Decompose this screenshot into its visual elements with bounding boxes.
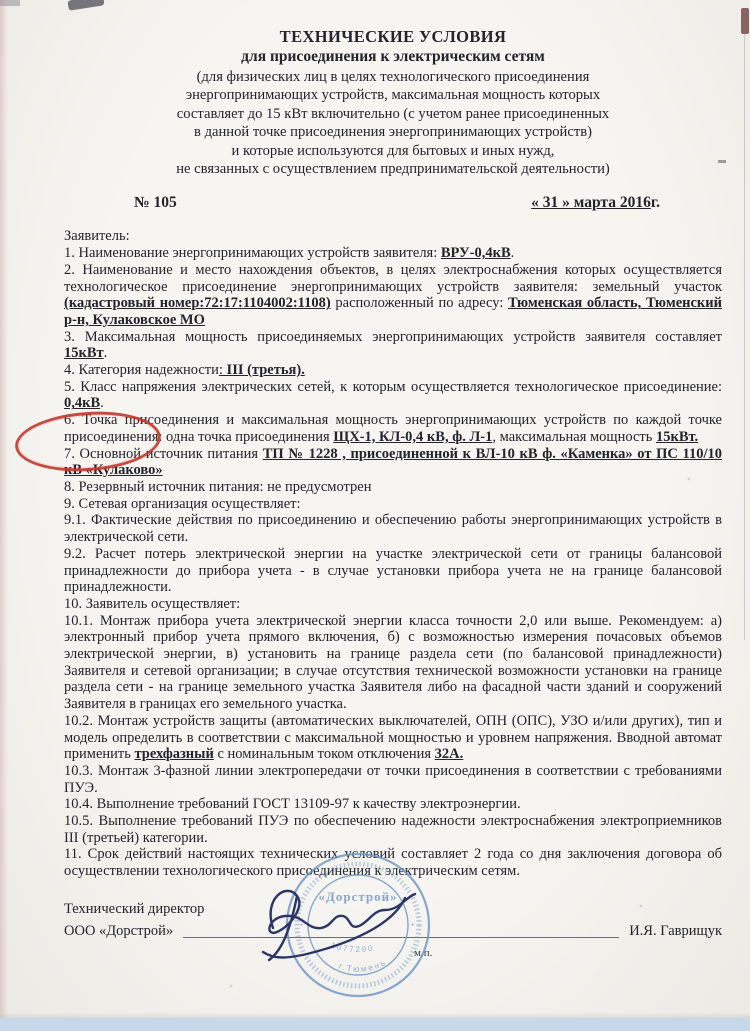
document-date-suffix: г. — [650, 194, 660, 212]
subtitle-line: составляет до 15 кВт включительно (с учетом ранее присоединенных — [176, 105, 610, 122]
item-10-2: 10.2. Монтаж устройств защиты (автоматических выключателей, ОПН (ОПС), УЗО и/или других), тип и модель определить в соответствии с максимальной мощностью и уровнем напряжения. Вводной автомат применить трехфазный с номинальным током отключения 32А. — [64, 712, 722, 763]
item-10-5: 10.5. Выполнение требований ПУЭ по обеспечению надежности электроснабжения электроприемников III (третьей) категории. — [64, 813, 722, 846]
document-subtitle-main: для присоединения к электрическим сетям — [241, 48, 545, 65]
signatory-name: И.Я. Гаврищук — [629, 922, 722, 939]
item-9: 9. Сетевая организация осуществляет: — [64, 495, 301, 512]
document-date-value: « 31 » марта 2016 — [531, 194, 651, 212]
signatory-company: ООО «Дорстрой» — [64, 922, 174, 939]
scan-edge-right-line — [744, 30, 745, 640]
item-10: 10. Заявитель осуществляет: — [64, 595, 241, 612]
stamp-ogrn-number: 1077290 — [329, 940, 376, 955]
number-date-row — [64, 194, 722, 212]
item-11: 11. Срок действий настоящих технических условий составляет 2 года со дня заключения договора об осуществлении технологического присоединения к электрическим сетям. — [64, 846, 722, 880]
document-header — [64, 26, 722, 178]
document-title: ТЕХНИЧЕСКИЕ УСЛОВИЯ — [279, 27, 507, 46]
scan-edge-bottom — [0, 1018, 750, 1031]
document-body — [64, 228, 722, 879]
item-8: 8. Резервный источник питания: не предусмотрен — [64, 478, 372, 495]
scan-artifact-top-corner — [0, 0, 20, 6]
item-1: 1. Наименование энергопринимающих устройств заявителя: ВРУ-0,4кВ. — [64, 245, 515, 262]
item-10-3: 10.3. Монтаж 3-фазной линии электропередачи от точки присоединения в соответствии с требованиями ПУЭ. — [64, 762, 722, 796]
stamp-company-name: «Дорстрой» — [318, 889, 398, 904]
signatory-role: Технический директор — [64, 900, 205, 917]
applicant-label: Заявитель: — [64, 228, 130, 245]
item-6: 6. Точка присоединения и максимальная мощность энергопринимающих устройств по каждой точке присоединения: одна точка присоединения ЩХ-1, КЛ-0,4 кВ, ф. Л-1, максимальная мощность 15кВт. — [64, 412, 722, 445]
document-number: № 105 — [134, 194, 177, 212]
scan-edge-left — [0, 0, 8, 1031]
subtitle-line: не связанных с осуществлением предпринимательской деятельности) — [176, 161, 610, 178]
handwritten-signature — [245, 868, 435, 968]
item-4: 4. Категория надежности: III (третья). — [64, 362, 305, 379]
item-9-1: 9.1. Фактические действия по присоединению и обеспечению работы энергопринимающих устройств в электрической сети. — [64, 512, 722, 546]
document-subtitle-note — [64, 68, 722, 178]
document-date — [531, 194, 660, 212]
stamp-star-right: * — [411, 922, 415, 931]
item-9-2: 9.2. Расчет потерь электрической энергии на участке электрической сети от границы балансовой принадлежности до прибора учета - в случае установки прибора учета не на границе балансовой принадлежности. — [64, 545, 722, 596]
item-10-1: 10.1. Монтаж прибора учета электрической энергии класса точности 2,0 или выше. Рекомендуем: а) электронный прибор учета прямого включения, б) с возможностью измерения почасовых объемов электрической энергии, в) установить на границе раздела сети (по балансовой принадлежности) Заявителя и сетевой организации; в случае отсутствия технической возможности установки на границе раздела сети - на границе земельного участка Заявителя либо на фасадной части зданий и сооружений Заявителя в границах его земельного участка. — [64, 612, 722, 713]
subtitle-line: в данной точке присоединения энергопринимающих устройств) — [194, 124, 592, 141]
item-5: 5. Класс напряжения электрических сетей, к которым осуществляется технологическое присоединение: 0,4кВ. — [64, 378, 722, 412]
item-10-4: 10.4. Выполнение требований ГОСТ 13109-97 к качеству электроэнергии. — [64, 796, 521, 813]
item-3: 3. Максимальная мощность присоединяемых энергопринимающих устройств заявителя составляет 15кВт. — [64, 328, 722, 362]
stamp-star-left: * — [300, 922, 304, 931]
stamp-city: г.Тюмень — [337, 956, 389, 975]
item-2: 2. Наименование и место нахождения объектов, в целях электроснабжения которых осуществляется технологическое присоединение энергопринимающих устройств заявителя: земельный участок (кадастровый номер:72:17:1104002:1108) расположенный по адресу: Тюменская область, Тюменский р-н, Кулаковское МО — [64, 261, 722, 328]
item-7: 7. Основной источник питания ТП № 1228 , присоединенной к ВЛ-10 кВ ф. «Каменка» от ПС 110/10 кВ «Кулаково» — [64, 445, 723, 479]
scan-noise-specks — [0, 0, 2, 2]
subtitle-line: и которые используются для бытовых и иных нужд, — [231, 142, 555, 159]
scan-artifact-top-right — [741, 8, 749, 34]
subtitle-line: энергопринимающих устройств, максимальная мощность которых — [185, 87, 601, 104]
seal-place-label: м.п. — [414, 946, 433, 959]
subtitle-line: (для физических лиц в целях технологического присоединения — [196, 69, 590, 85]
